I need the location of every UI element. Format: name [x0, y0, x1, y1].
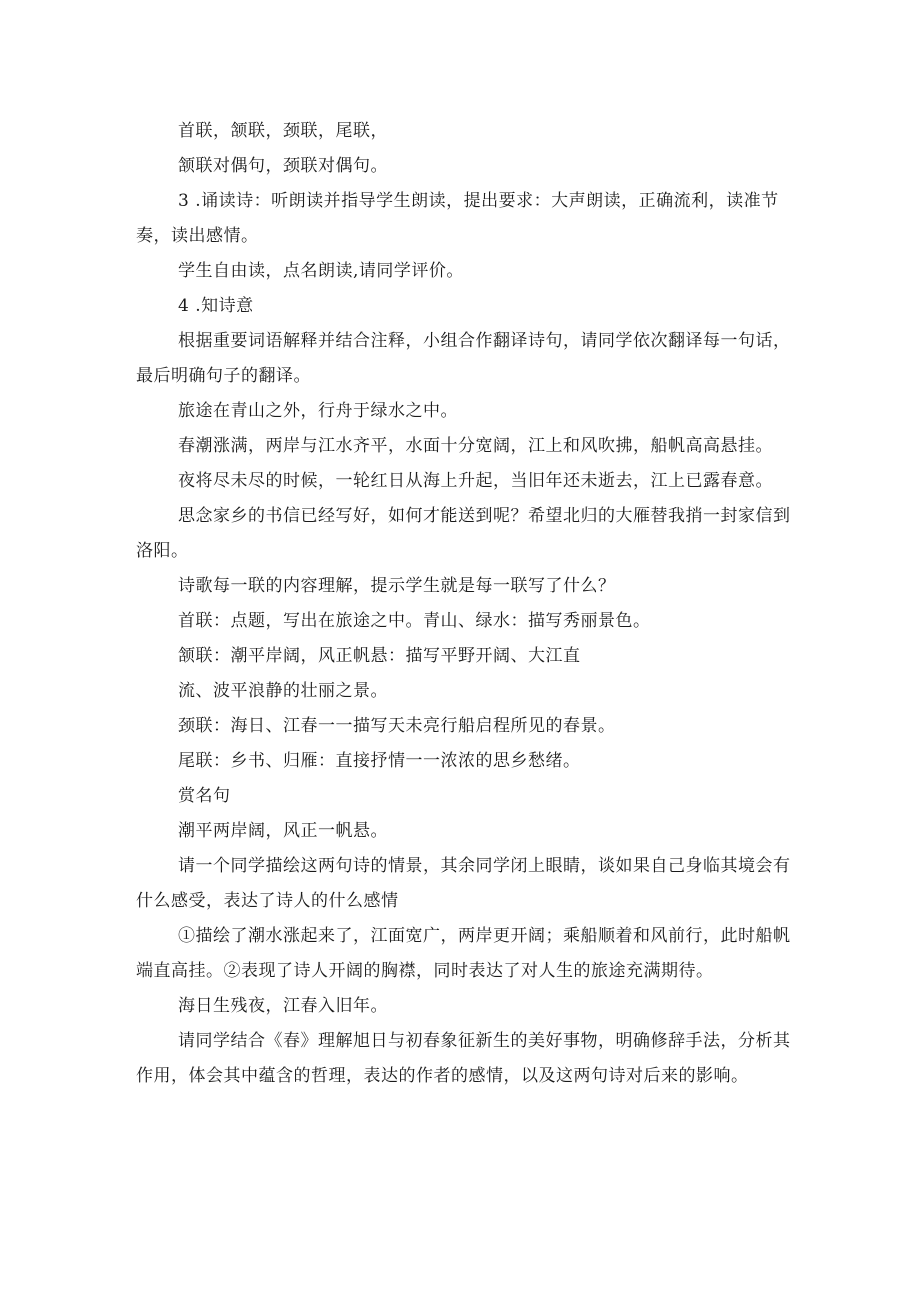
paragraph-famous-line-2: 海日生残夜，江春入旧年。: [178, 996, 388, 1016]
paragraph-describe-task: 请一个同学描绘这两句诗的情景，其余同学闭上眼睛，谈如果自己身临其境会有什么感受，表达了诗人的什么感情: [136, 856, 791, 911]
document-body: [136, 114, 796, 1094]
paragraph-stanza-names: 首联，颔联，颈联，尾联，: [178, 121, 388, 141]
paragraph-recite-step: 3 .诵读诗：听朗读并指导学生朗读，提出要求：大声朗读，正确流利，读准节奏，读出感情。: [136, 191, 779, 246]
paragraph-second-couplet: 颔联：潮平岸阔，风正帆悬：描写平野开阔、大江直: [178, 646, 581, 666]
paragraph-translation-3: 夜将尽未尽的时候，一轮红日从海上升起，当旧年还未逝去，江上已露春意。: [178, 471, 773, 491]
paragraph-third-couplet: 颈联：海日、江春一一描写天未亮行船启程所见的春景。: [178, 716, 616, 736]
paragraph-translation-4: 思念家乡的书信已经写好，如何才能送到呢？希望北归的大雁替我捎一封家信到洛阳。: [136, 506, 791, 561]
paragraph-first-couplet: 首联：点题，写出在旅途之中。青山、绿水：描写秀丽景色。: [178, 611, 651, 631]
paragraph-last-couplet: 尾联：乡书、归雁：直接抒情一一浓浓的思乡愁绪。: [178, 751, 581, 771]
paragraph-translation-1: 旅途在青山之外，行舟于绿水之中。: [178, 401, 458, 421]
paragraph-describe-answer: ①描绘了潮水涨起来了，江面宽广，两岸更开阔；乘船顺着和风前行，此时船帆端直高挂。②表现了诗人开阔的胸襟，同时表达了对人生的旅途充满期待。: [136, 926, 791, 981]
paragraph-content-prompt: 诗歌每一联的内容理解，提示学生就是每一联写了什么？: [178, 576, 616, 596]
paragraph-couplet-note: 颔联对偶句，颈联对偶句。: [178, 156, 388, 176]
paragraph-second-couplet-cont: 流、波平浪静的壮丽之景。: [178, 681, 388, 701]
paragraph-famous-line-1: 潮平两岸阔，风正一帆悬。: [178, 821, 388, 841]
paragraph-free-reading: 学生自由读，点名朗读,请同学评价。: [178, 261, 464, 281]
paragraph-spring-task: 请同学结合《春》理解旭日与初春象征新生的美好事物，明确修辞手法，分析其作用，体会其中蕴含的哲理，表达的作者的感情，以及这两句诗对后来的影响。: [136, 1031, 791, 1086]
paragraph-meaning-heading: 4 .知诗意: [178, 296, 254, 316]
paragraph-translation-2: 春潮涨满，两岸与江水齐平，水面十分宽阔，江上和风吹拂，船帆高高悬挂。: [178, 436, 773, 456]
paragraph-famous-lines-heading: 赏名句: [178, 786, 231, 806]
paragraph-translation-task: 根据重要词语解释并结合注释，小组合作翻译诗句，请同学依次翻译每一句话，最后明确句子的翻译。: [136, 331, 791, 386]
